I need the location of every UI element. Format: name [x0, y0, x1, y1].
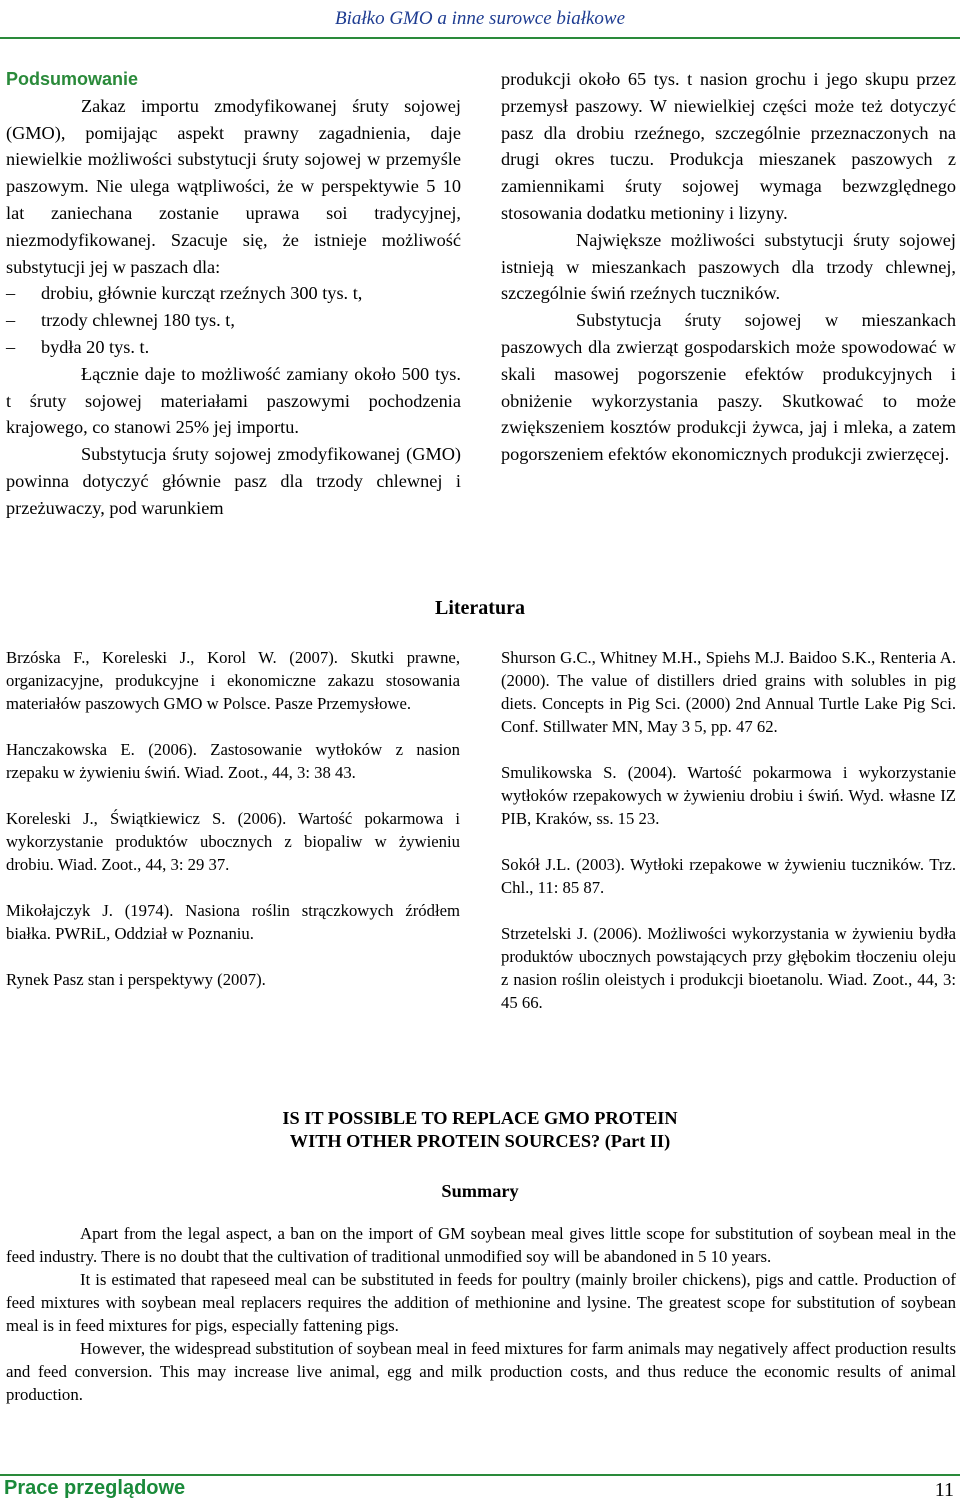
paragraph: produkcji około 65 tys. t nasion grochu i jego skupu przez przemysł paszowy. W niewielkiej części może też dotyczyć pasz dla drobiu rzeźnego, szczególnie przeznaczonych na drugi okres tuczu. Produkcja mieszanek paszowych z zamiennikami śruty sojowej wymaga bezwzględnego stosowania dodatku metioniny i lizyny.: [501, 69, 956, 223]
paragraph: Łącznie daje to możliwość zamiany około 500 tys. t śruty sojowej materiałami paszowymi pochodzenia krajowego, co stanowi 25% jej importu.: [6, 363, 461, 438]
left-column: [6, 66, 461, 522]
reference-item: Mikołajczyk J. (1974). Nasiona roślin strączkowych źródłem białka. PWRiL, Oddział w Poznaniu.: [6, 901, 460, 943]
english-title-line: IS IT POSSIBLE TO REPLACE GMO PROTEIN: [282, 1108, 678, 1128]
reference-item: Sokół J.L. (2003). Wytłoki rzepakowe w żywieniu tuczników. Trz. Chl., 11: 85 87.: [501, 855, 956, 897]
reference-item: Smulikowska S. (2004). Wartość pokarmowa i wykorzystanie wytłoków rzepakowych w żywieniu drobiu i świń. Wyd. własne IZ PIB, Kraków, ss. 15 23.: [501, 763, 956, 828]
right-column: [501, 66, 956, 468]
summary-heading: Summary: [441, 1181, 519, 1201]
summary-body: [6, 1222, 956, 1406]
list-item: [6, 280, 461, 307]
english-title-line: WITH OTHER PROTEIN SOURCES? (Part II): [289, 1131, 671, 1151]
reference-item: Shurson G.C., Whitney M.H., Spiehs M.J. Baidoo S.K., Renteria A. (2000). The value of distillers dried grains with solubles in pig diets. Concepts in Pig Sci. (2000) 2nd Annual Turtle Lake Pig Sci. Conf. Stillwater MN, May 3 5, pp. 47 62.: [501, 648, 956, 736]
dash-bullet: –: [6, 336, 16, 357]
paragraph: Substytucja śruty sojowej zmodyfikowanej (GMO) powinna dotyczyć głównie pasz dla trzody chlewnej i przeżuwaczy, pod warunkiem: [6, 444, 461, 518]
summary-paragraph: Apart from the legal aspect, a ban on the import of GM soybean meal gives little scope for substitution of soybean meal in the feed industry. There is no doubt that the cultivation of traditional unmodified soy will be abandoned in 5 10 years.: [6, 1224, 956, 1266]
summary-paragraph: However, the widespread substitution of soybean meal in feed mixtures for farm animals may negatively affect production results and feed conversion. This may increase live animal, egg and milk production costs, and thus reduce the economic results of animal production.: [6, 1339, 956, 1404]
references-right: [501, 646, 956, 1037]
list-item-text: trzody chlewnej 180 tys. t,: [41, 310, 235, 331]
footer-rule: [0, 1474, 960, 1476]
reference-item: Strzetelski J. (2006). Możliwości wykorzystania w żywieniu bydła produktów ubocznych powstających przy głębokim tłoczeniu oleju z nasion roślin oleistych i produkcji bioetanolu. Wiad. Zoot., 44, 3: 45 66.: [501, 924, 956, 1012]
list-item-text: bydła 20 tys. t.: [41, 336, 150, 357]
dash-bullet: –: [6, 283, 16, 304]
paragraph: Substytucja śruty sojowej w mieszankach paszowych dla zwierząt gospodarskich może spowodować w skali masowej pogorszenie efektów produkcyjnych i obniżenie wykorzystania paszy. Skutkować to może zwiększeniem kosztów produkcji żywca, jaj i mleka, a zatem pogorszeniem efektów ekonomicznych produkcji zwierzęcej.: [501, 310, 956, 465]
footer-section-label: Prace przeglądowe: [4, 1477, 186, 1499]
paragraph: Zakaz importu zmodyfikowanej śruty sojowej (GMO), pomijając aspekt prawny zagadnienia, daje niewielkie możliwości substytucji śruty sojowej w przemyśle paszowym. Nie ulega wątpliwości, że w perspektywie 5 10 lat zaniechana zostanie uprawa soi tradycyjnej, niezmodyfikowanej. Szacuje się, że istnieje możliwość substytucji jej w paszach dla:: [6, 95, 461, 277]
reference-item: Brzóska F., Koreleski J., Korol W. (2007). Skutki prawne, organizacyjne, produkcyjne i ekonomiczne zakazu stosowania materiałów paszowych GMO w Polsce. Pasze Przemysłowe.: [6, 648, 460, 713]
summary-paragraph: It is estimated that rapeseed meal can be substituted in feeds for poultry (mainly broiler chickens), pigs and cattle. Production of feed mixtures with soybean meal replacers requires the addition of methionine and lysine. The greatest scope for substitution of soybean meal is in feed mixtures for pigs, especially fattening pigs.: [6, 1270, 956, 1335]
english-title: [180, 1107, 780, 1153]
dash-bullet: –: [6, 310, 16, 331]
paragraph: Największe możliwości substytucji śruty sojowej istnieją w mieszankach paszowych dla trzody chlewnej, szczególnie świń rzeźnych tuczników.: [501, 229, 956, 304]
reference-item: Hanczakowska E. (2006). Zastosowanie wytłoków z nasion rzepaku w żywieniu świń. Wiad. Zoot., 44, 3: 38 43.: [6, 740, 460, 782]
literature-title: Literatura: [435, 597, 525, 619]
running-header: Białko GMO a inne surowce białkowe: [334, 8, 626, 29]
references-left: [6, 646, 460, 1014]
reference-item: Koreleski J., Świątkiewicz S. (2006). Wartość pokarmowa i wykorzystanie produktów ubocznych z biopaliw w żywieniu drobiu. Wiad. Zoot., 44, 3: 29 37.: [6, 809, 460, 874]
list-item: [6, 334, 461, 361]
header-rule: [0, 37, 960, 39]
list-item-text: drobiu, głównie kurcząt rzeźnych 300 tys. t,: [41, 283, 363, 304]
page-number: 11: [934, 1479, 954, 1501]
list-item: [6, 307, 461, 334]
section-title: Podsumowanie: [6, 69, 139, 89]
reference-item: Rynek Pasz stan i perspektywy (2007).: [6, 970, 266, 989]
